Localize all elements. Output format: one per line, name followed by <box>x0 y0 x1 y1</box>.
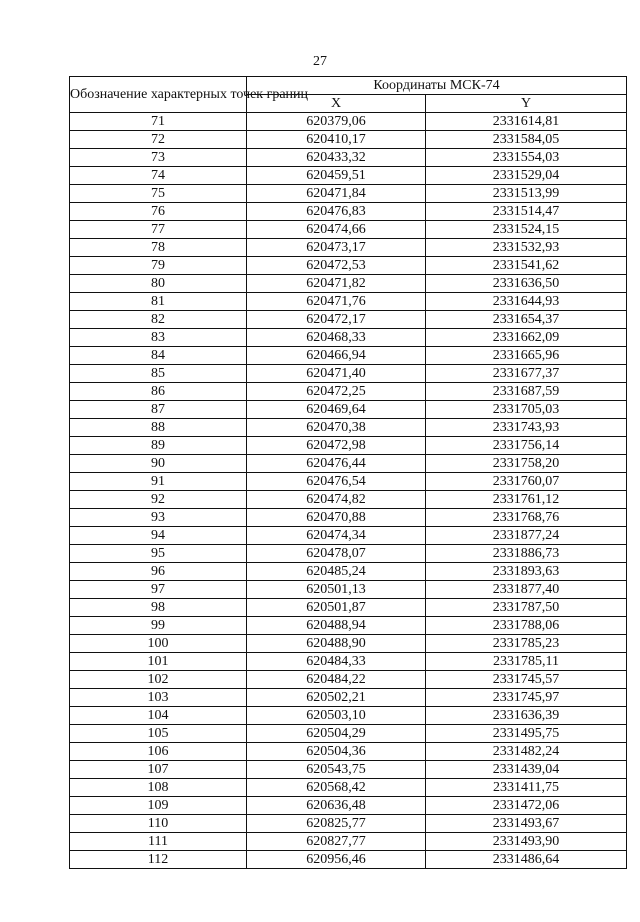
x-coordinate-cell: 620501,87 <box>247 599 426 617</box>
y-coordinate-cell: 2331877,40 <box>426 581 627 599</box>
table-row <box>70 851 627 869</box>
point-cell: 81 <box>70 293 247 311</box>
y-coordinate-cell: 2331677,37 <box>426 365 627 383</box>
x-coordinate-cell: 620503,10 <box>247 707 426 725</box>
x-coordinate-cell: 620466,94 <box>247 347 426 365</box>
x-coordinate-cell: 620543,75 <box>247 761 426 779</box>
table-row <box>70 203 627 221</box>
point-cell: 99 <box>70 617 247 635</box>
x-coordinate-cell: 620471,84 <box>247 185 426 203</box>
y-coordinate-cell: 2331411,75 <box>426 779 627 797</box>
y-coordinate-cell: 2331514,47 <box>426 203 627 221</box>
point-cell: 84 <box>70 347 247 365</box>
point-cell: 112 <box>70 851 247 869</box>
point-cell: 101 <box>70 653 247 671</box>
point-cell: 92 <box>70 491 247 509</box>
point-cell: 91 <box>70 473 247 491</box>
table-row <box>70 617 627 635</box>
y-coordinate-cell: 2331636,39 <box>426 707 627 725</box>
point-cell: 103 <box>70 689 247 707</box>
y-coordinate-cell: 2331532,93 <box>426 239 627 257</box>
y-coordinate-cell: 2331788,06 <box>426 617 627 635</box>
y-coordinate-cell: 2331495,75 <box>426 725 627 743</box>
y-coordinate-cell: 2331745,97 <box>426 689 627 707</box>
x-coordinate-cell: 620478,07 <box>247 545 426 563</box>
y-coordinate-cell: 2331482,24 <box>426 743 627 761</box>
point-cell: 96 <box>70 563 247 581</box>
y-coordinate-cell: 2331662,09 <box>426 329 627 347</box>
point-cell: 82 <box>70 311 247 329</box>
x-coordinate-cell: 620471,76 <box>247 293 426 311</box>
point-cell: 97 <box>70 581 247 599</box>
point-cell: 100 <box>70 635 247 653</box>
y-column-header: Y <box>426 95 627 113</box>
table-row <box>70 797 627 815</box>
table-row <box>70 527 627 545</box>
table-row <box>70 383 627 401</box>
table-row <box>70 329 627 347</box>
table-row <box>70 113 627 131</box>
point-cell: 75 <box>70 185 247 203</box>
y-coordinate-cell: 2331644,93 <box>426 293 627 311</box>
x-column-header: X <box>247 95 426 113</box>
table-body <box>70 113 627 869</box>
table-row <box>70 833 627 851</box>
x-coordinate-cell: 620825,77 <box>247 815 426 833</box>
y-coordinate-cell: 2331768,76 <box>426 509 627 527</box>
y-coordinate-cell: 2331439,04 <box>426 761 627 779</box>
point-cell: 104 <box>70 707 247 725</box>
table-row <box>70 671 627 689</box>
table-row <box>70 707 627 725</box>
x-coordinate-cell: 620476,54 <box>247 473 426 491</box>
table-row <box>70 725 627 743</box>
x-coordinate-cell: 620485,24 <box>247 563 426 581</box>
x-coordinate-cell: 620488,94 <box>247 617 426 635</box>
y-coordinate-cell: 2331513,99 <box>426 185 627 203</box>
y-coordinate-cell: 2331687,59 <box>426 383 627 401</box>
x-coordinate-cell: 620474,66 <box>247 221 426 239</box>
table-row <box>70 419 627 437</box>
point-cell: 98 <box>70 599 247 617</box>
table-row <box>70 761 627 779</box>
x-coordinate-cell: 620956,46 <box>247 851 426 869</box>
x-coordinate-cell: 620472,25 <box>247 383 426 401</box>
y-coordinate-cell: 2331584,05 <box>426 131 627 149</box>
table-row <box>70 581 627 599</box>
point-cell: 95 <box>70 545 247 563</box>
y-coordinate-cell: 2331756,14 <box>426 437 627 455</box>
x-coordinate-cell: 620476,44 <box>247 455 426 473</box>
table-row <box>70 401 627 419</box>
table-row <box>70 599 627 617</box>
table-header <box>70 77 627 113</box>
table-row <box>70 347 627 365</box>
y-coordinate-cell: 2331554,03 <box>426 149 627 167</box>
table-row <box>70 779 627 797</box>
x-coordinate-cell: 620484,22 <box>247 671 426 689</box>
point-cell: 111 <box>70 833 247 851</box>
point-cell: 79 <box>70 257 247 275</box>
x-coordinate-cell: 620472,53 <box>247 257 426 275</box>
point-cell: 73 <box>70 149 247 167</box>
table-row <box>70 221 627 239</box>
x-coordinate-cell: 620504,29 <box>247 725 426 743</box>
y-coordinate-cell: 2331743,93 <box>426 419 627 437</box>
point-cell: 89 <box>70 437 247 455</box>
point-cell: 106 <box>70 743 247 761</box>
y-coordinate-cell: 2331524,15 <box>426 221 627 239</box>
x-coordinate-cell: 620471,40 <box>247 365 426 383</box>
point-cell: 102 <box>70 671 247 689</box>
y-coordinate-cell: 2331486,64 <box>426 851 627 869</box>
x-coordinate-cell: 620471,82 <box>247 275 426 293</box>
x-coordinate-cell: 620568,42 <box>247 779 426 797</box>
x-coordinate-cell: 620474,34 <box>247 527 426 545</box>
table-row <box>70 509 627 527</box>
point-cell: 83 <box>70 329 247 347</box>
point-column-header: Обозначение характерных точек границ <box>70 77 247 113</box>
table-row <box>70 437 627 455</box>
x-coordinate-cell: 620410,17 <box>247 131 426 149</box>
point-cell: 109 <box>70 797 247 815</box>
table-row <box>70 275 627 293</box>
x-coordinate-cell: 620472,98 <box>247 437 426 455</box>
y-coordinate-cell: 2331761,12 <box>426 491 627 509</box>
x-coordinate-cell: 620474,82 <box>247 491 426 509</box>
point-cell: 77 <box>70 221 247 239</box>
y-coordinate-cell: 2331665,96 <box>426 347 627 365</box>
point-cell: 93 <box>70 509 247 527</box>
table-row <box>70 545 627 563</box>
point-cell: 110 <box>70 815 247 833</box>
y-coordinate-cell: 2331760,07 <box>426 473 627 491</box>
table-row <box>70 185 627 203</box>
y-coordinate-cell: 2331472,06 <box>426 797 627 815</box>
x-coordinate-cell: 620379,06 <box>247 113 426 131</box>
y-coordinate-cell: 2331745,57 <box>426 671 627 689</box>
x-coordinate-cell: 620501,13 <box>247 581 426 599</box>
y-coordinate-cell: 2331493,67 <box>426 815 627 833</box>
table-row <box>70 455 627 473</box>
point-cell: 87 <box>70 401 247 419</box>
x-coordinate-cell: 620488,90 <box>247 635 426 653</box>
y-coordinate-cell: 2331614,81 <box>426 113 627 131</box>
y-coordinate-cell: 2331787,50 <box>426 599 627 617</box>
table-row <box>70 689 627 707</box>
table-row <box>70 131 627 149</box>
point-cell: 88 <box>70 419 247 437</box>
table-row <box>70 563 627 581</box>
point-cell: 108 <box>70 779 247 797</box>
y-coordinate-cell: 2331877,24 <box>426 527 627 545</box>
coordinates-system-header: Координаты МСК-74 <box>247 77 627 95</box>
x-coordinate-cell: 620470,88 <box>247 509 426 527</box>
table-row <box>70 743 627 761</box>
x-coordinate-cell: 620473,17 <box>247 239 426 257</box>
x-coordinate-cell: 620468,33 <box>247 329 426 347</box>
table-row <box>70 635 627 653</box>
x-coordinate-cell: 620459,51 <box>247 167 426 185</box>
x-coordinate-cell: 620504,36 <box>247 743 426 761</box>
y-coordinate-cell: 2331705,03 <box>426 401 627 419</box>
point-cell: 76 <box>70 203 247 221</box>
point-cell: 107 <box>70 761 247 779</box>
x-coordinate-cell: 620484,33 <box>247 653 426 671</box>
y-coordinate-cell: 2331529,04 <box>426 167 627 185</box>
y-coordinate-cell: 2331893,63 <box>426 563 627 581</box>
y-coordinate-cell: 2331493,90 <box>426 833 627 851</box>
point-cell: 78 <box>70 239 247 257</box>
y-coordinate-cell: 2331785,11 <box>426 653 627 671</box>
point-cell: 72 <box>70 131 247 149</box>
table-row <box>70 257 627 275</box>
point-cell: 90 <box>70 455 247 473</box>
x-coordinate-cell: 620636,48 <box>247 797 426 815</box>
x-coordinate-cell: 620470,38 <box>247 419 426 437</box>
page-number: 27 <box>313 54 327 69</box>
table-row <box>70 239 627 257</box>
x-coordinate-cell: 620472,17 <box>247 311 426 329</box>
y-coordinate-cell: 2331758,20 <box>426 455 627 473</box>
x-coordinate-cell: 620476,83 <box>247 203 426 221</box>
point-cell: 85 <box>70 365 247 383</box>
coordinates-table <box>69 76 627 869</box>
point-cell: 80 <box>70 275 247 293</box>
x-coordinate-cell: 620827,77 <box>247 833 426 851</box>
x-coordinate-cell: 620502,21 <box>247 689 426 707</box>
table-row <box>70 311 627 329</box>
y-coordinate-cell: 2331541,62 <box>426 257 627 275</box>
point-cell: 71 <box>70 113 247 131</box>
table-row <box>70 815 627 833</box>
table-row <box>70 365 627 383</box>
y-coordinate-cell: 2331654,37 <box>426 311 627 329</box>
x-coordinate-cell: 620433,32 <box>247 149 426 167</box>
y-coordinate-cell: 2331886,73 <box>426 545 627 563</box>
table-row <box>70 653 627 671</box>
table-row <box>70 491 627 509</box>
y-coordinate-cell: 2331785,23 <box>426 635 627 653</box>
point-cell: 94 <box>70 527 247 545</box>
point-cell: 105 <box>70 725 247 743</box>
point-cell: 74 <box>70 167 247 185</box>
y-coordinate-cell: 2331636,50 <box>426 275 627 293</box>
table-row <box>70 167 627 185</box>
x-coordinate-cell: 620469,64 <box>247 401 426 419</box>
table-row <box>70 293 627 311</box>
table-row <box>70 149 627 167</box>
table-row <box>70 473 627 491</box>
point-cell: 86 <box>70 383 247 401</box>
